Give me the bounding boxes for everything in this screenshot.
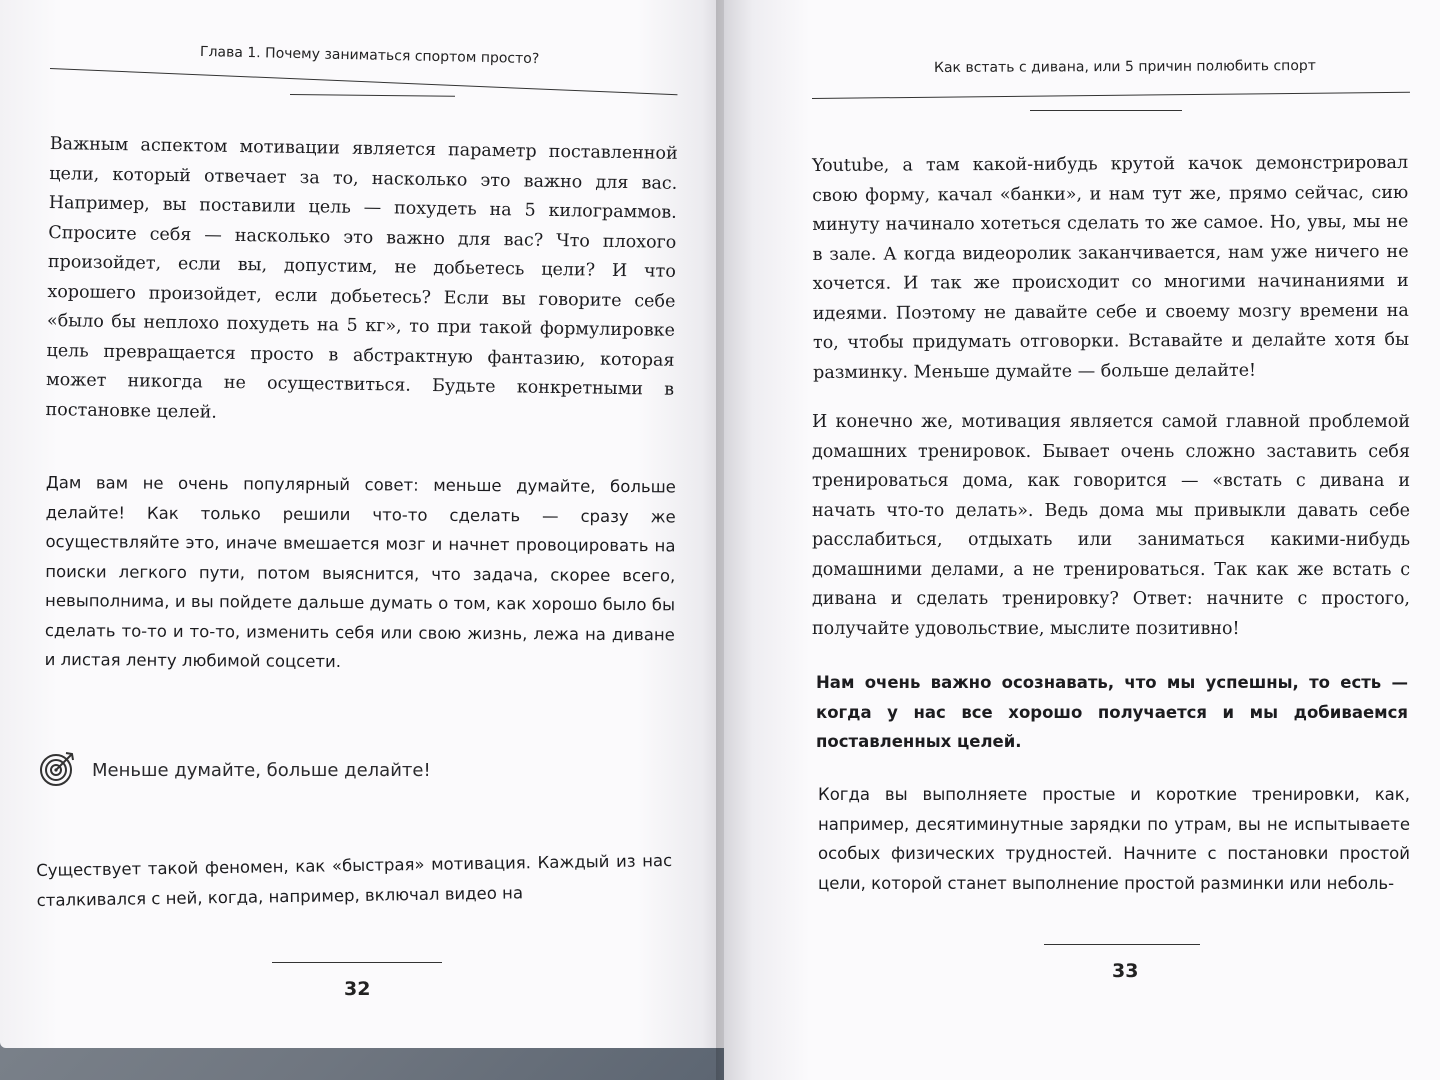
- right-paragraph-3: Нам очень важно осознавать, что мы успешны, то есть — когда у нас все хорошо получается и мы добиваемся поставленных целей.: [816, 673, 1408, 751]
- right-paragraph-2: И конечно же, мотивация является самой главной проблемой домашних тренировок. Бывает очень сложно заставить себя тренироваться дома, как говорится — «встать с дивана и начать что-то делать». Ведь дома мы привыкли давать себе расслабиться, отдыхать или заниматься какими-нибудь домашними делами, а не тренироваться. Так как же встать с дивана и сделать тренировку? Ответ: начните с простого, получайте удовольствие, мыслите позитивно!: [812, 412, 1410, 639]
- left-paragraph-1: Важным аспектом мотивации является параметр поставленной цели, который отвечает за то, насколько это важно для вас. Например, вы поставили цель — похудеть на 5 килограммов. Спросите себя — насколько это важно для вас? Что плохого произойдет, если вы, допустим, не добьетесь цели? И что хорошего произойдет, если добьетесь? Если вы говорите себе «было бы неплохо похудеть на 5 кг», то при такой формулировке цель превращается просто в абстрактную фантазию, которая может никогда не осуществиться. Будьте конкретными в постановке целей.: [45, 133, 678, 423]
- right-page: [724, 0, 1440, 1080]
- callout-text: Меньше думайте, больше делайте!: [92, 759, 431, 781]
- left-page: [0, 0, 724, 1048]
- left-paragraph-3: Существует такой феномен, как «быстрая» мотивация. Каждый из нас сталкивался с ней, когда, например, включал видео на: [36, 851, 673, 910]
- left-paragraph-2: Дам вам не очень популярный совет: меньше думайте, больше делайте! Как только решили что-то сделать — сразу же осуществляйте это, иначе вмешается мозг и начнет провоцировать на поиски легкого пути, потом выяснится, что задача, скорее всего, невыполнима, и вы пойдете дальше думать о том, как хорошо было бы сделать то-то и то-то, изменить себя или свою жизнь, лежа на диване и листая ленту любимой соцсети.: [44, 472, 676, 672]
- target-icon: [38, 748, 78, 792]
- right-header-short-rule: [1030, 110, 1182, 111]
- left-callout: [38, 748, 431, 792]
- right-paragraph-4: Когда вы выполняете простые и короткие тренировки, как, например, десятиминутные зарядки по утрам, вы не испытываете особых физических трудностей. Начните с постановки простой цели, которой станет выполнение простой разминки или неболь-: [818, 785, 1410, 893]
- left-page-number: 32: [344, 978, 371, 1000]
- right-footer-rule: [1044, 944, 1200, 945]
- left-footer-rule: [272, 962, 442, 963]
- left-running-head: Глава 1. Почему заниматься спортом просто?: [199, 44, 540, 68]
- left-header-rule: [50, 68, 677, 95]
- left-header-short-rule: [290, 94, 455, 97]
- right-page-number: 33: [1112, 960, 1139, 982]
- right-paragraph-1: Youtube, а там какой-нибудь крутой качок демонстрировал свою форму, качал «банки», и нам тут же, прямо сейчас, сию минуту начинало хотеться сделать то же самое. Но, увы, мы не в зале. А когда видеоролик заканчивается, нам уже ничего не хочется. И так же происходит со многими начинаниями и идеями. Поэтому не давайте себе и своему мозгу времени на то, чтобы придумать отговорки. Вставайте и делайте хотя бы разминку. Меньше думайте — больше делайте!: [812, 152, 1410, 383]
- right-header-rule: [812, 92, 1410, 99]
- right-running-head: Как встать с дивана, или 5 причин полюбить спорт: [933, 58, 1316, 76]
